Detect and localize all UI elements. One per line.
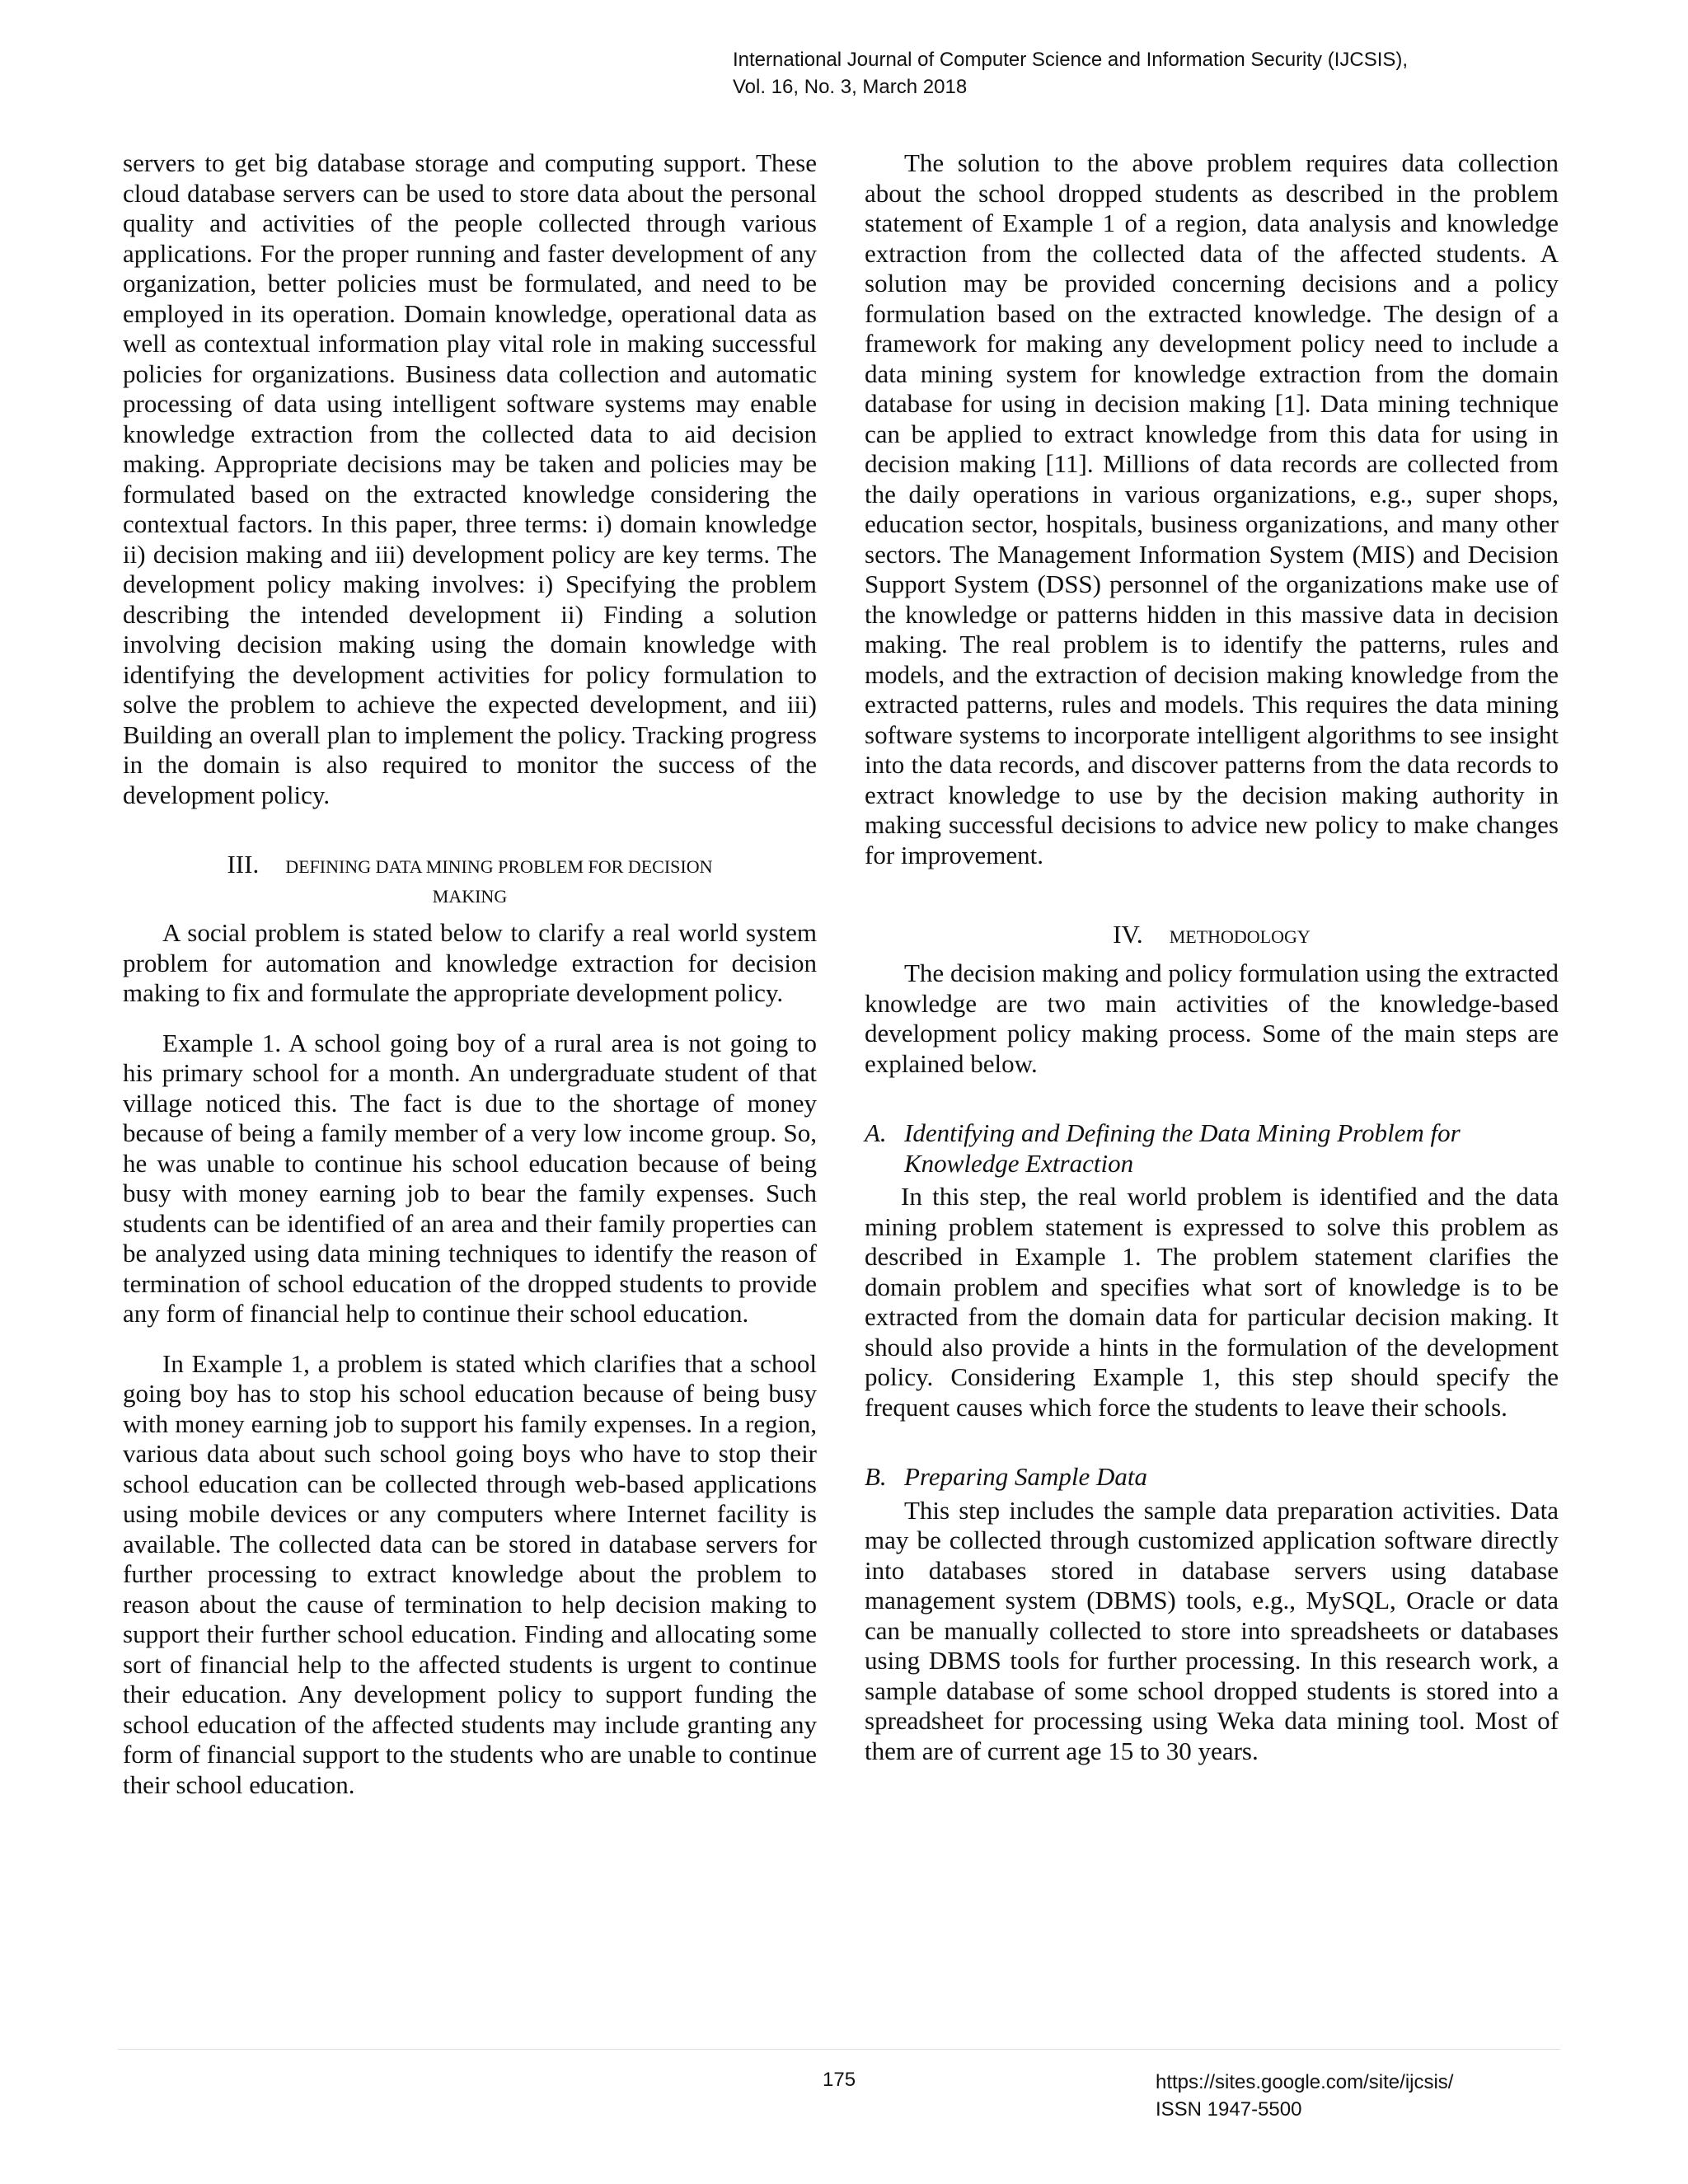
section-title: METHODOLOGY	[1169, 926, 1311, 947]
section-number: IV.	[1113, 920, 1143, 949]
section-heading-iii	[123, 850, 817, 912]
section-heading-iv	[865, 920, 1559, 952]
subsection-letter: B.	[865, 1462, 887, 1491]
subsection-title: Preparing Sample Data	[904, 1462, 1148, 1491]
subsection-letter: A.	[865, 1118, 887, 1147]
section-number: III.	[227, 850, 260, 879]
subsection-heading-a	[865, 1118, 1559, 1179]
paragraph: In this step, the real world problem is identified and the data mining problem statement is expressed to solve this problem as described in Example 1. The problem statement clarifies the domain problem and specifies what sort of knowledge is to be extracted from the domain data for particular decision making. It should also provide a hints in the formulation of the development policy. Considering Example 1, this step should specify the frequent causes which force the students to leave their schools.	[865, 1182, 1559, 1422]
footer-issn: ISSN 1947-5500	[1156, 2098, 1302, 2121]
footer-url: https://sites.google.com/site/ijcsis/	[1156, 2071, 1454, 2093]
journal-header	[733, 46, 1408, 101]
paragraph: The solution to the above problem requires data collection about the school dropped students as described in the problem statement of Example 1 of a region, data analysis and knowledge extraction from the collected data of the affected students. A solution may be provided concerning decisions and a policy formulation based on the extracted knowledge. The design of a framework for making any development policy need to include a data mining system for knowledge extraction from the domain database for using in decision making [1]. Data mining technique can be applied to extract knowledge from this data for using in decision making [11]. Millions of data records are collected from the daily operations in various organizations, e.g., super shops, education sector, hospitals, business organizations, and many other sectors. The Management Information System (MIS) and Decision Support System (DSS) personnel of the organizations make use of the knowledge or patterns hidden in this massive data in decision making. The real problem is to identify the patterns, rules and models, and the extraction of decision making knowledge from the extracted patterns, rules and models. This requires the data mining software systems to incorporate intelligent algorithms to see insight into the data records, and discover patterns from the data records to extract knowledge to use by the decision making authority in making successful decisions to advice new policy to make changes for improvement.	[865, 148, 1559, 869]
subsection-title: Identifying and Defining the Data Mining Problem for Knowledge Extraction	[904, 1118, 1461, 1178]
journal-title: International Journal of Computer Science and Information Security (IJCSIS),	[733, 49, 1409, 71]
journal-volume: Vol. 16, No. 3, March 2018	[733, 76, 968, 98]
paragraph-example-1: Example 1. A school going boy of a rural area is not going to his primary school for a month. An undergraduate student of that village noticed this. The fact is due to the shortage of money because of being a family member of a very low income group. So, he was unable to continue his school education because of being busy with money earning job to bear the family expenses. Such students can be identified of an area and their family properties can be analyzed using data mining techniques to identify the reason of termination of school education of the dropped students to provide any form of financial help to continue their school education.	[123, 1028, 817, 1328]
paragraph: servers to get big database storage and computing support. These cloud database servers can be used to store data about the personal quality and activities of the people collected through various applications. For the proper running and faster development of any organization, better policies must be formulated, and need to be employed in its operation. Domain knowledge, operational data as well as contextual information play vital role in making successful policies for organizations. Business data collection and automatic processing of data using intelligent software systems may enable knowledge extraction from the collected data to aid decision making. Appropriate decisions may be taken and policies may be formulated based on the extracted knowledge considering the contextual factors. In this paper, three terms: i) domain knowledge ii) decision making and iii) development policy are key terms. The development policy making involves: i) Specifying the problem describing the intended development ii) Finding a solution involving decision making using the domain knowledge with identifying the development activities for policy formulation to solve the problem to achieve the expected development, and iii) Building an overall plan to implement the policy. Tracking progress in the domain is also required to monitor the success of the development policy.	[123, 148, 817, 809]
paragraph: A social problem is stated below to clarify a real world system problem for automation and knowledge extraction for decision making to fix and formulate the appropriate development policy.	[123, 918, 817, 1007]
section-title-line2: MAKING	[432, 886, 508, 907]
footer-divider	[118, 2049, 1560, 2050]
footer-info	[1156, 2069, 1453, 2123]
paragraph: This step includes the sample data preparation activities. Data may be collected through customized application software directly into databases stored in database servers using database management system (DBMS) tools, e.g., MySQL, Oracle or data can be manually collected to store into spreadsheets or databases using DBMS tools for further processing. In this research work, a sample database of some school dropped students is stored into a spreadsheet for processing using Weka data mining tool. Most of them are of current age 15 to 30 years.	[865, 1495, 1559, 1765]
left-column	[123, 148, 817, 1800]
subsection-heading-b	[865, 1462, 1559, 1493]
page-number: 175	[823, 2069, 856, 2091]
right-column	[865, 148, 1559, 1766]
paragraph: In Example 1, a problem is stated which clarifies that a school going boy has to stop his school education because of being busy with money earning job to support his family expenses. In a region, various data about such school going boys who have to stop their school education can be collected through web-based applications using mobile devices or any computers where Internet facility is available. The collected data can be stored in database servers for further processing to extract knowledge about the problem to reason about the cause of termination to help decision making to support their further school education. Finding and allocating some sort of financial help to the affected students is urgent to continue their education. Any development policy to support funding the school education of the affected students may include granting any form of financial support to the students who are unable to continue their school education.	[123, 1348, 817, 1799]
paragraph: The decision making and policy formulation using the extracted knowledge are two main activities of the knowledge-based development policy making process. Some of the main steps are explained below.	[865, 958, 1559, 1078]
section-title-line1: DEFINING DATA MINING PROBLEM FOR DECISION	[285, 856, 713, 877]
